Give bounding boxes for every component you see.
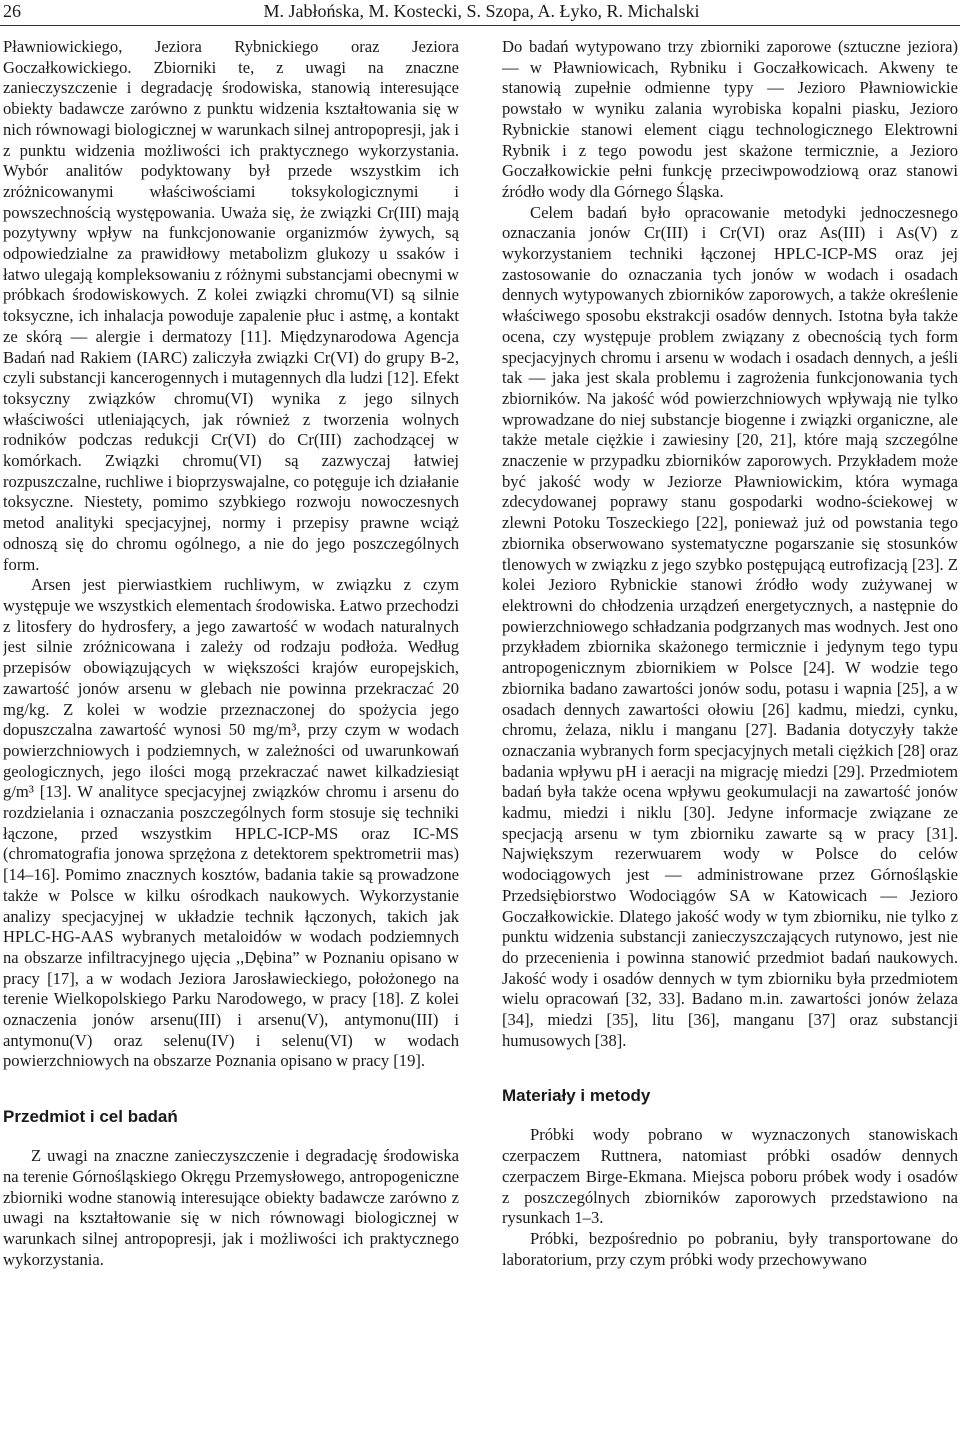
paragraph: Celem badań było opracowanie metodyki jednoczesnego oznaczania jonów Cr(III) i Cr(VI) oraz As(III) i As(V) z wykorzystaniem techniki łączonej HPLC-ICP-MS oraz jej zastosowanie do oznaczania tych jonów w wodach i osadach dennych wytypowanych zbiorników zaporowych, a także określenie właściwego sposobu ekstrakcji osadów dennych. Istotna była także ocena, czy występuje problem związany z obecnością tych form specjacyjnych chromu i arsenu w wodach i osadach dennych, a jeśli tak — jaka jest skala problemu i zagrożenia funkcjonowania tych zbiorników. Na jakość wód powierzchniowych wpływają nie tylko wprowadzane do niej substancje biogenne i związki organiczne, ale także metale ciężkie i zawiesiny [20, 21], które mają szczególne znaczenie w przypadku zbiorników zaporowych. Przykładem może być jakość wody w Jeziorze Pławniowickim, która wymaga zdecydowanej poprawy stanu gospodarki wodno-ściekowej w zlewni Potoku Toszeckiego [22], ponieważ już od powstania tego zbiornika obserwowano systematyczne pogarszanie się stosunków tlenowych w związku z jego szybko postępującą eutrofizacją [23]. Z kolei Jezioro Rybnickie stanowi źródło wody zużywanej w elektrowni do chłodzenia urządzeń energetycznych, a następnie do powierzchniowego schładzania podgrzanych mas wodnych. Jest ono przykładem zbiornika skażonego termicznie i jedynym tego typu antropogenicznym zbiornikiem w Polsce [24]. W wodzie tego zbiornika badano zawartości jonów sodu, potasu i wapnia [25], a w osadach dennych zawartości ołowiu [26] kadmu, miedzi, cynku, chromu, żelaza, niklu i manganu [27]. Badania dotyczyły także oznaczania wybranych form specjacyjnych metali ciężkich [28] oraz badania wpływu pH i aeracji na migrację miedzi [29]. Przedmiotem badań była także ocena wpływu geokumulacji na zawartość jonów kadmu, miedzi i niklu [30]. Jedyne informacje związane ze specjacją arsenu w tym zbiorniku zawarte są w pracy [31]. Największym rezerwuarem wody w Polsce do celów wodociągowych jest — administrowane przez Górnośląskie Przedsiębiorstwo Wodociągów SA w Katowicach — Jezioro Goczałkowickie. Dlatego jakość wody w tym zbiorniku, nie tylko z punktu widzenia substancji zanieczyszczających rutynowo, jest nie do przecenienia i powinna stanowić przedmiot badań naukowych. Jakość wody i osadów dennych w tym zbiorniku była przedmiotem wielu opracowań [32, 33]. Badano m.in. zawartości jonów żelaza [34], miedzi [35], litu [36], manganu [37] oraz substancji humusowych [38].: [502, 202, 958, 1050]
paragraph: Pławniowickiego, Jeziora Rybnickiego oraz Jeziora Goczałkowickiego. Zbiorniki te, z uwagi na znaczne zanieczyszczenie i degradację środowiska, stanowią interesujące obiekty badawcze zarówno z punktu widzenia kształtowania się w nich równowagi biologicznej w warunkach silnej antropopresji, jak i z punktu widzenia możliwości ich praktycznego wykorzystania. Wybór analitów podyktowany był przede wszystkim ich zróżnicowanymi właściwościami toksykologicznymi i powszechnością występowania. Uważa się, że związki Cr(III) mają pozytywny wpływ na funkcjonowanie organizmów żywych, są odpowiedzialne za prawidłowy metabolizm glukozy u ssaków i łatwo ulegają kompleksowaniu z różnymi substancjami obecnymi w próbkach środowiskowych. Z kolei związki chromu(VI) są silnie toksyczne, ich inhalacja powoduje zapalenie płuc i astmę, a kontakt ze skórą — alergie i dermatozy [11]. Międzynarodowa Agencja Badań nad Rakiem (IARC) zaliczyła związki Cr(VI) do grupy B-2, czyli substancji kancerogennych i mutagennych dla ludzi [12]. Efekt toksyczny związków chromu(VI) wynika z jego silnych właściwości utleniających, jak również z tworzenia wolnych rodników podczas redukcji Cr(VI) do Cr(III) zachodzącej w komórkach. Związki chromu(VI) są zazwyczaj łatwiej rozpuszczalne, ruchliwe i bioprzyswajalne, co potęguje ich działanie toksyczne. Niestety, pomimo szybkiego rozwoju nowoczesnych metod analityki specjacyjnej, normy i przepisy prawne wciąż odnoszą się do chromu ogólnego, a nie do jego poszczególnych form.: [3, 37, 459, 574]
paragraph: Próbki, bezpośrednio po pobraniu, były transportowane do laboratorium, przy czym próbki wody przechowywano: [502, 1228, 958, 1269]
page-number: 26: [3, 1, 21, 21]
page-header: [3, 0, 960, 24]
paragraph: Z uwagi na znaczne zanieczyszczenie i degradację środowiska na terenie Górnośląskiego Okręgu Przemysłowego, antropogeniczne zbiorniki wodne stanowią interesujące obiekty badawcze zarówno z uwagi na kształtowanie się w nich równowagi biologicznej w warunkach silnej antropopresji, jak i możliwości ich praktycznego wykorzystania.: [3, 1146, 459, 1269]
right-column: [502, 37, 958, 1427]
paragraph: Arsen jest pierwiastkiem ruchliwym, w związku z czym występuje we wszystkich elementach środowiska. Łatwo przechodzi z litosfery do hydrosfery, a jego zawartość w wodach naturalnych jest silnie zróżnicowana i zależy od rodzaju podłoża. Według przepisów obowiązujących w większości krajów europejskich, zawartość jonów arsenu w glebach nie powinna przekraczać 20 mg/kg. Z kolei w wodzie przeznaczonej do spożycia jego dopuszczalna zawartość wynosi 50 mg/m³, przy czym w wodach powierzchniowych i podziemnych, w zależności od uwarunkowań geologicznych, jego ilości mogą przekraczać nawet kilkadziesiąt g/m³ [13]. W analityce specjacyjnej związków chromu i arsenu do rozdzielania i oznaczania poszczególnych form stosuje się techniki łączone, przed wszystkim HPLC-ICP-MS oraz IC-MS (chromatografia jonowa sprzężona z detektorem spektrometrii mas) [14–16]. Pomimo znacznych kosztów, badania takie są prowadzone także w Polsce w kilku ośrodkach naukowych. Wykorzystanie analizy specjacyjnej w układzie technik łączonych, takich jak HPLC-HG-AAS wybranych metaloidów w wodach podziemnych na obszarze infiltracyjnego ujęcia ,,Dębina” w Poznaniu opisano w pracy [17], a w wodach Jeziora Jarosławieckiego, położonego na terenie Wielkopolskiego Parku Narodowego, w pracy [18]. Z kolei oznaczenia jonów arsenu(III) i arsenu(V), antymonu(III) i antymonu(V) oraz selenu(IV) i selenu(VI) w wodach powierzchniowych na obszarze Poznania opisano w pracy [19].: [3, 575, 459, 1071]
left-column: [3, 37, 459, 1427]
header-rule: [0, 25, 960, 26]
paragraph: Do badań wytypowano trzy zbiorniki zaporowe (sztuczne jeziora) — w Pławniowicach, Rybniku i Goczałkowicach. Akweny te stanowią zupełnie odmienne typy — Jezioro Pławniowickie powstało w wyniku zalania wyrobiska kopalni piasku, Jezioro Rybnickie stanowi element ciągu technologicznego Elektrowni Rybnik i z tego powodu jest skażone termicznie, a Jezioro Goczałkowickie pełni funkcję przeciwpowodziową oraz stanowi źródło wody dla Górnego Śląska.: [502, 37, 958, 201]
running-head-authors: M. Jabłońska, M. Kostecki, S. Szopa, A. Łyko, R. Michalski: [263, 1, 700, 21]
section-heading-methods: Materiały i metody: [502, 1086, 651, 1106]
section-heading-purpose: Przedmiot i cel badań: [3, 1107, 178, 1127]
paragraph: Próbki wody pobrano w wyznaczonych stanowiskach czerpaczem Ruttnera, natomiast próbki osadów dennych czerpaczem Birge-Ekmana. Miejsca poboru próbek wody i osadów z poszczególnych zbiorników zaporowych przedstawiono na rysunkach 1–3.: [502, 1125, 958, 1228]
